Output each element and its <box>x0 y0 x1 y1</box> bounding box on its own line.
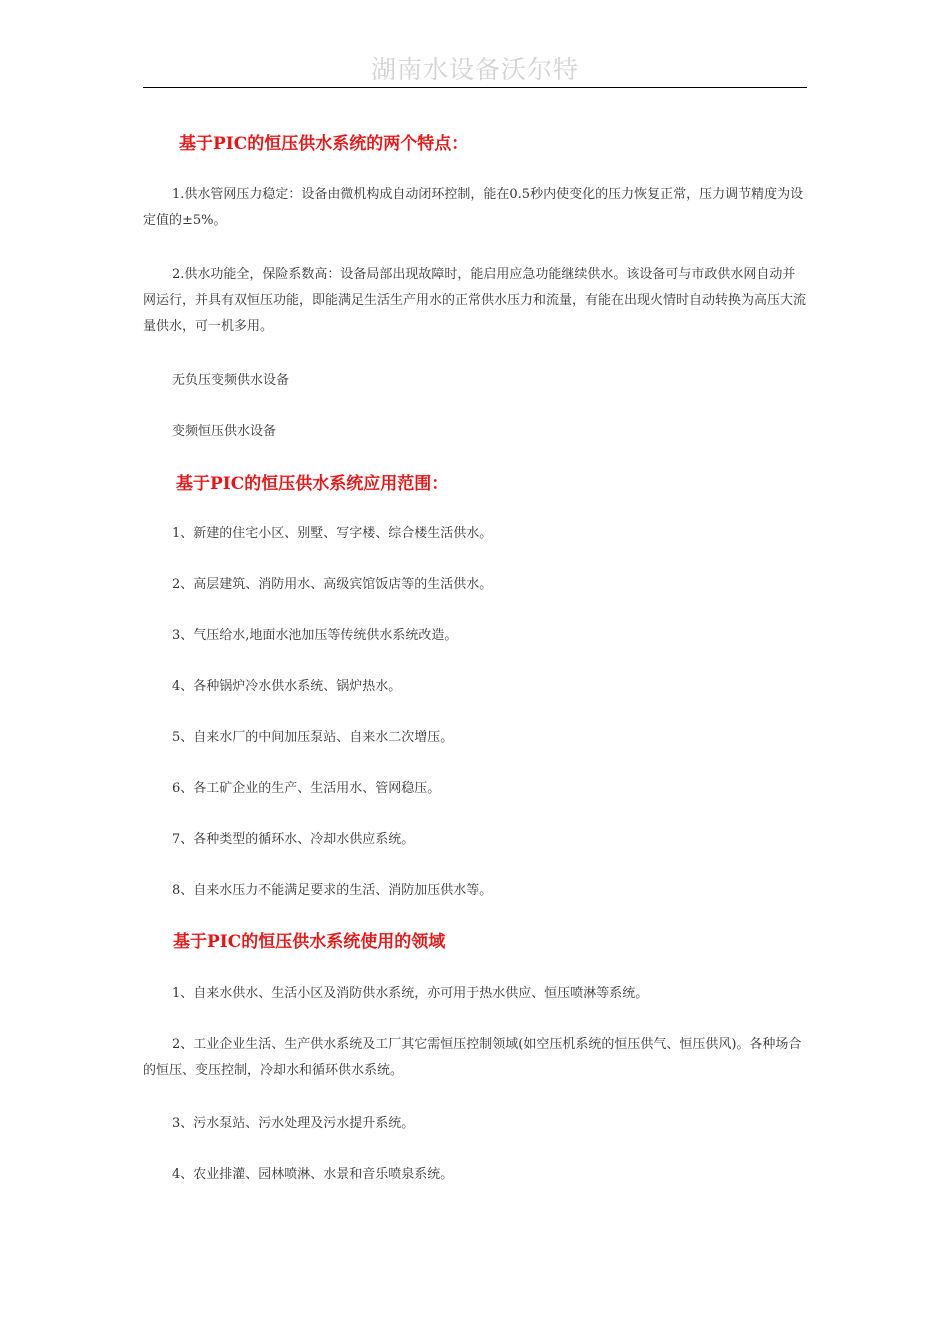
list-item: 3、污水泵站、污水处理及污水提升系统。 <box>172 1116 415 1131</box>
list-item: 8、自来水压力不能满足要求的生活、消防加压供水等。 <box>172 883 493 898</box>
list-item: 2、高层建筑、消防用水、高级宾馆饭店等的生活供水。 <box>172 577 493 592</box>
list-item: 5、自来水厂的中间加压泵站、自来水二次增压。 <box>172 730 454 745</box>
list-item: 4、各种锅炉冷水供水系统、锅炉热水。 <box>172 679 402 694</box>
list-item: 3、气压给水,地面水池加压等传统供水系统改造。 <box>172 628 458 643</box>
list-item: 1、自来水供水、生活小区及消防供水系统，亦可用于热水供应、恒压喷淋等系统。 <box>172 986 649 1001</box>
section-heading-application-scope: 基于PIC的恒压供水系统应用范围： <box>176 474 449 494</box>
list-item: 7、各种类型的循环水、冷却水供应系统。 <box>172 832 415 847</box>
paragraph-full-function: 2.供水功能全，保险系数高：设备局部出现故障时，能启用应急功能继续供水。该设备可与市政供水网自动并网运行，并具有双恒压功能，即能满足生活生产用水的正常供水压力和流量，有能在出现火情时自动转换为高压大流量供水，可一机多用。 <box>143 267 807 334</box>
section-heading-usage-fields: 基于PIC的恒压供水系统使用的领域 <box>173 932 446 952</box>
link-no-negative-pressure-equipment[interactable]: 无负压变频供水设备 <box>172 373 290 388</box>
paragraph-pressure-stable: 1.供水管网压力稳定：设备由微机构成自动闭环控制，能在0.5秒内使变化的压力恢复正常，压力调节精度为设定值的±5%。 <box>143 187 804 228</box>
section-heading-features: 基于PIC的恒压供水系统的两个特点： <box>179 134 469 154</box>
list-item: 1、新建的住宅小区、别墅、写字楼、综合楼生活供水。 <box>172 526 493 541</box>
list-item: 4、农业排灌、园林喷淋、水景和音乐喷泉系统。 <box>172 1167 454 1182</box>
link-variable-frequency-equipment[interactable]: 变频恒压供水设备 <box>172 424 277 439</box>
header-title: 湖南水设备沃尔特 <box>370 55 579 84</box>
list-item: 6、各工矿企业的生产、生活用水、管网稳压。 <box>172 781 441 796</box>
header-rule <box>143 87 807 88</box>
list-item: 2、工业企业生活、生产供水系统及工厂其它需恒压控制领域(如空压机系统的恒压供气、恒压供风)。各种场合的恒压、变压控制，冷却水和循环供水系统。 <box>143 1037 802 1078</box>
